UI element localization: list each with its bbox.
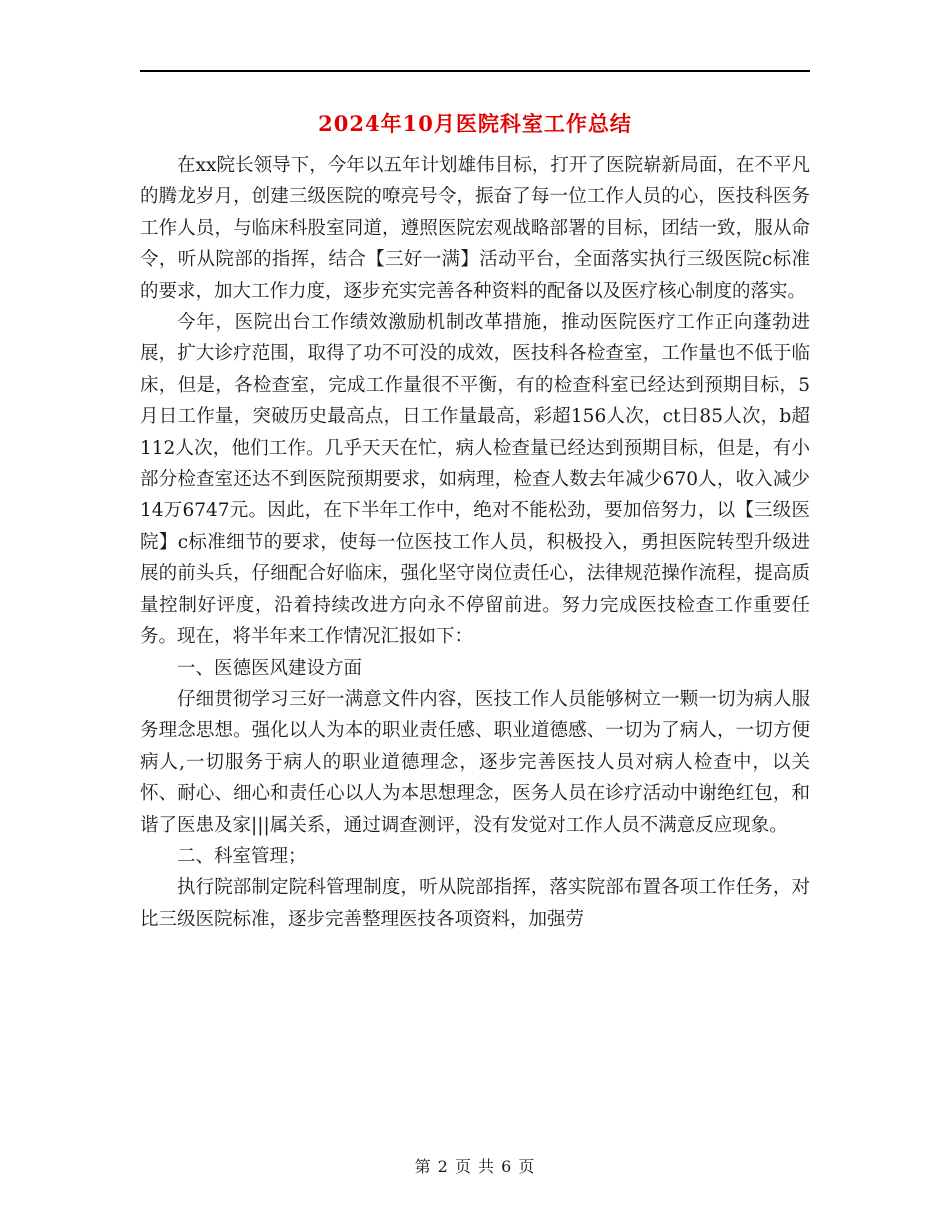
section-heading-ethics: 一、医德医风建设方面 xyxy=(177,657,363,679)
paragraph-ethics: 仔细贯彻学习三好一满意文件内容，医技工作人员能够树立一颗一切为病人服务理念思想。强化以人为本的职业责任感、职业道德感、一切为了病人，一切方便病人,一切服务于病人的职业道德理念，逐步完善医技人员对病人检查中，以关怀、耐心、细心和责任心以人为本思想理念，医务人员在诊疗活动中谢绝红包，和谐了医患及家|||属关系，通过调查测评，没有发觉对工作人员不满意反应现象。 xyxy=(140,688,810,836)
page-number-footer: 第 2 页 共 6 页 xyxy=(414,1157,536,1176)
document-body xyxy=(140,150,810,935)
paragraph-management: 执行院部制定院科管理制度，听从院部指挥，落实院部布置各项工作任务，对比三级医院标准，逐步完善整理医技各项资料，加强劳 xyxy=(140,877,810,930)
document-title: 2024年10月医院科室工作总结 xyxy=(318,111,632,136)
section-heading-management: 二、科室管理； xyxy=(177,845,307,867)
paragraph-intro: 在xx院长领导下，今年以五年计划雄伟目标，打开了医院崭新局面，在不平凡的腾龙岁月，创建三级医院的嘹亮号令，振奋了每一位工作人员的心，医技科医务工作人员，与临床科股室同道，遵照医院宏观战略部署的目标，团结一致，服从命令，听从院部的指挥，结合【三好一满】活动平台，全面落实执行三级医院c标准的要求，加大工作力度，逐步充实完善各种资料的配备以及医疗核心制度的落实。 xyxy=(140,155,810,302)
paragraph-workload: 今年，医院出台工作绩效激励机制改革措施，推动医院医疗工作正向蓬勃进展，扩大诊疗范围，取得了功不可没的成效，医技科各检查室，工作量也不低于临床，但是，各检查室，完成工作量很不平衡，有的检查科室已经达到预期目标，5月日工作量，突破历史最高点，日工作量最高，彩超156人次，ct日85人次，b超112人次，他们工作。几乎天天在忙，病人检查量已经达到预期目标，但是，有小部分检查室还达不到医院预期要求，如病理，检查人数去年减少670人，收入减少14万6747元。因此，在下半年工作中，绝对不能松劲，要加倍努力，以【三级医院】c标准细节的要求，使每一位医技工作人员，积极投入，勇担医院转型升级进展的前头兵，仔细配合好临床，强化坚守岗位责任心，法律规范操作流程，提高质量控制好评度，沿着持续改进方向永不停留前进。努力完成医技检查工作重要任务。现在，将半年来工作情况汇报如下： xyxy=(140,312,810,648)
header-rule xyxy=(140,70,810,72)
